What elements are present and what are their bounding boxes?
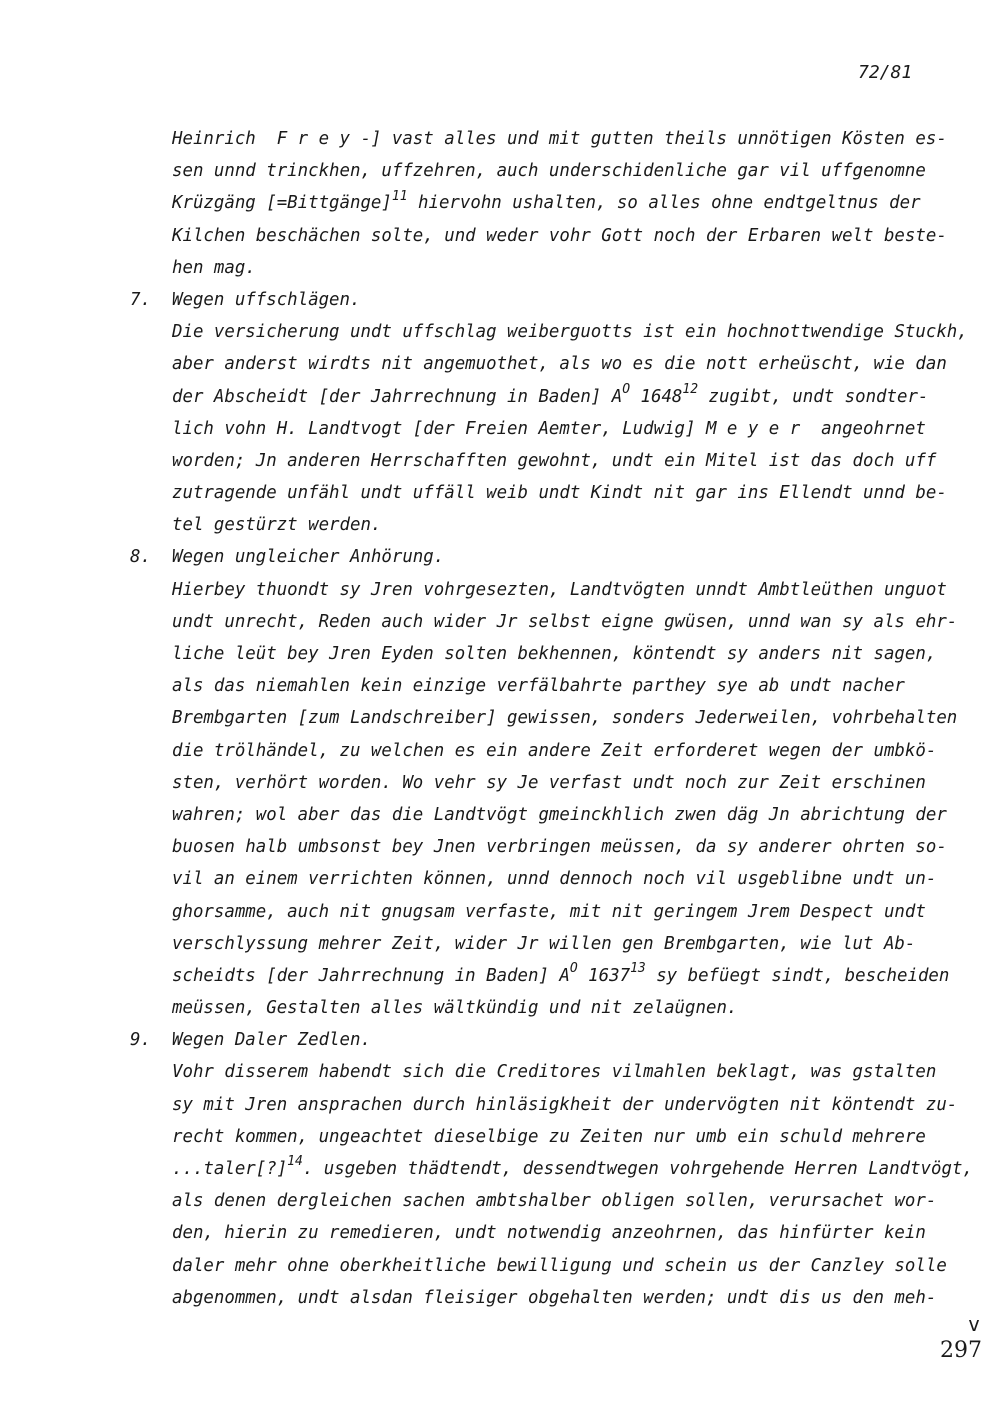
text-fragment: ...taler[?] [172,1159,288,1179]
section-number: 8. [130,547,151,568]
section-heading: Wegen ungleicher Anhörung. [172,547,445,568]
text-line: die trölhändel, zu welchen es ein andere Zeit erforderet wegen der umbkö- [172,740,937,761]
text-fragment: der Abscheidt [der Jahrrechnung in Baden] A [172,386,623,407]
text-line: meüssen, Gestalten alles wältkündig und nit zelaügnen. [172,998,738,1019]
section-heading: Wegen uffschlägen. [172,289,361,310]
text-line: Heinrich F r e y -] vast alles und mit gutten theils unnötigen Kösten es- [172,129,947,149]
text-line: vil an einem verrichten können, unnd dennoch noch vil usgeblibne undt un- [172,869,937,890]
section-heading: Wegen Daler Zedlen. [172,1030,371,1051]
text-line: wahren; wol aber das die Landtvögt gmeinckhlich zwen däg Jn abrichtung der [172,804,947,825]
text-line [172,960,950,992]
section-number: 7. [130,289,151,310]
superscript: O [622,381,631,397]
handwritten-mark: v [968,1312,981,1336]
text-fragment: 1637 [577,965,631,986]
text-line: sen unnd trinckhen, uffzehren, auch underschidenliche gar vil uffgenomne [172,161,926,182]
text-line: verschlyssung mehrer Zeit, wider Jr willen gen Brembgarten, wie lut Ab- [172,933,916,954]
footnote-ref: 12 [682,381,699,397]
text-fragment: scheidts [der Jahrrechnung in Baden] A [172,965,570,986]
text-fragment: sy befüegt sindt, bescheiden [645,965,950,986]
text-line: lich vohn H. Landtvogt [der Freien Aemter, Ludwig] M e y e r angeohrnet [172,418,926,439]
section-8 [130,541,958,1024]
text-line: sy mit Jren ansprachen durch hinläsigkheit der undervögten nit köntendt zu- [172,1094,958,1115]
text-line [172,381,932,413]
text-line: worden; Jn anderen Herrschafften gewohnt, undt ein Mitel ist das doch uff [172,450,937,471]
text-line: liche leüt bey Jren Eyden solten bekhennen, köntendt sy anders nit sagen, [172,644,937,664]
text-fragment: hiervohn ushalten, so alles ohne endtgeltnus der [407,193,921,214]
section-7 [130,284,968,542]
text-line: Die versicherung undt uffschlag weiberguotts ist ein hochnottwendige Stuckh, [172,322,968,343]
text-line [172,1153,973,1185]
text-line: Brembgarten [zum Landschreiber] gewissen, sonders Jederweilen, vohrbehalten [172,708,958,729]
footnote-ref: 13 [630,961,646,977]
document-body [130,123,973,1314]
text-fragment: zugibt, undt sondter- [698,386,929,407]
handwritten-folio-number: 297 [940,1338,982,1363]
page-number: 72/81 [858,62,913,83]
text-fragment: Krüzgäng [=Bittgänge] [172,193,392,214]
text-line: buosen halb umbsonst bey Jnen verbringen meüssen, da sy anderer ohrten so- [172,837,947,858]
text-line: undt unrecht, Reden auch wider Jr selbst eigne gwüsen, unnd wan sy als ehr- [172,611,958,632]
text-line: recht kommen, ungeachtet dieselbige zu Zeiten nur umb ein schuld mehrere [172,1126,926,1147]
text-line: tel gestürzt werden. [172,515,382,536]
text-line: abgenommen, undt alsdan fleisiger obgehalten werden; undt dis us den meh- [172,1287,937,1308]
text-line: Hierbey thuondt sy Jren vohrgesezten, Landtvögten unndt Ambtleüthen unguot [172,579,947,600]
section-9 [130,1024,973,1314]
text-line: als das niemahlen kein einzige verfälbahrte parthey sye ab undt nacher [172,676,905,697]
text-fragment: . usgeben thädtendt, dessendtwegen vohrgehende Herren Landtvögt, [302,1159,973,1179]
section-number: 9. [130,1030,151,1051]
text-line: Vohr disserem habendt sich die Creditores vilmahlen beklagt, was gstalten [172,1062,937,1083]
text-line: zutragende unfähl undt uffäll weib undt Kindt nit gar ins Ellendt unnd be- [172,483,947,504]
text-line: aber anderst wirdts nit angemuothet, als wo es die nott erheüscht, wie dan [172,354,947,375]
footnote-ref: 14 [287,1154,303,1170]
text-line: den, hierin zu remedieren, undt notwendig anzeohrnen, das hinfürter kein [172,1223,926,1244]
text-fragment: 1648 [630,386,683,407]
text-line [172,187,932,219]
text-line: hen mag. [172,257,256,278]
text-line: daler mehr ohne oberkheitliche bewilligung und schein us der Canzley solle [172,1255,947,1276]
text-line: Kilchen beschächen solte, und weder vohr Gott noch der Erbaren welt beste- [172,225,947,246]
footnote-ref: 11 [391,188,408,204]
text-line: sten, verhört worden. Wo vehr sy Je verfast undt noch zur Zeit erschinen [172,772,926,793]
text-line: als denen dergleichen sachen ambtshalber obligen sollen, verursachet wor- [172,1191,937,1212]
text-line: ghorsamme, auch nit gnugsam verfaste, mit nit geringem Jrem Despect undt [172,901,926,922]
superscript: O [569,961,578,977]
